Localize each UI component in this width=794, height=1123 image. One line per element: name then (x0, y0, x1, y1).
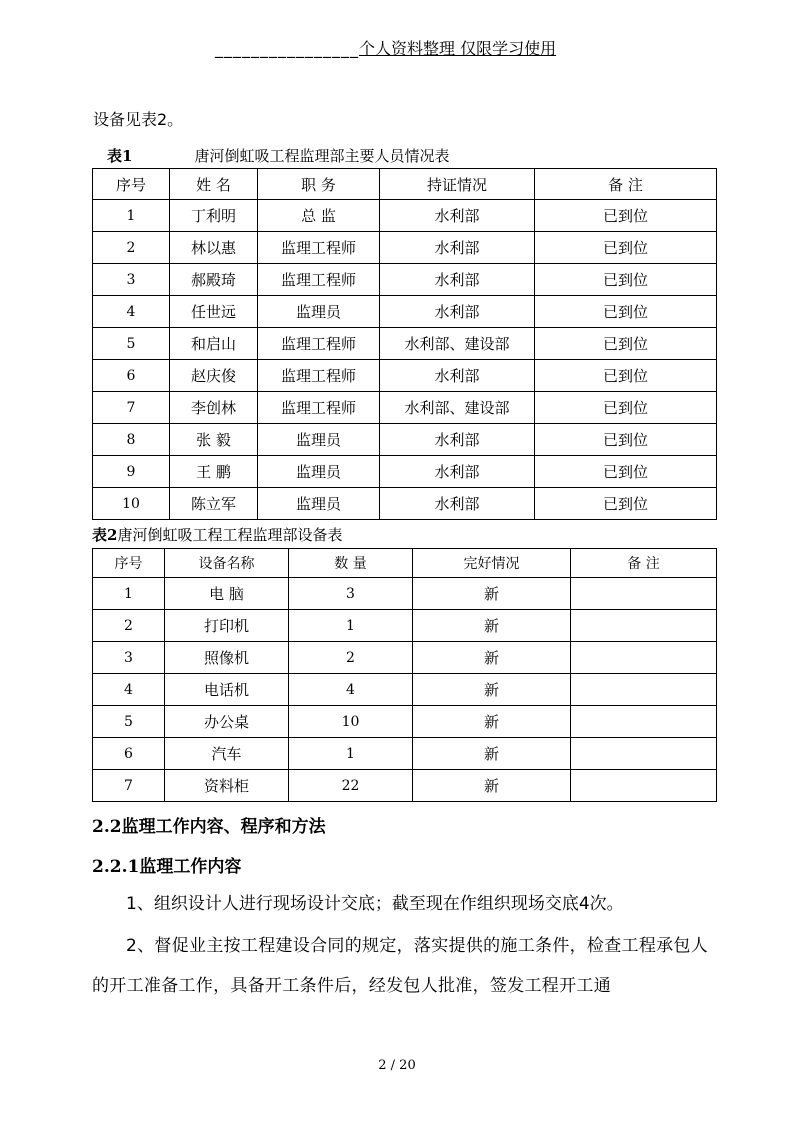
table-cell: 和启山 (170, 328, 258, 360)
table-cell: 新 (413, 674, 571, 706)
table-cell: 电话机 (165, 674, 289, 706)
table-cell: 新 (413, 738, 571, 770)
table-cell (571, 578, 717, 610)
table-cell: 新 (413, 706, 571, 738)
col-header-remarks: 备 注 (571, 549, 717, 578)
table-cell: 4 (93, 674, 165, 706)
table-cell: 新 (413, 610, 571, 642)
table-cell (571, 610, 717, 642)
table-cell: 水利部 (380, 488, 535, 520)
table-cell: 1 (289, 738, 413, 770)
table-cell: 监理工程师 (258, 360, 380, 392)
table-cell: 7 (93, 770, 165, 802)
table-row (93, 706, 717, 738)
table-row (93, 264, 717, 296)
table-cell: 监理工程师 (258, 264, 380, 296)
table-cell: 监理员 (258, 296, 380, 328)
table-cell: 3 (289, 578, 413, 610)
table-cell: 2 (93, 232, 170, 264)
table-cell: 丁利明 (170, 200, 258, 232)
table-cell: 监理员 (258, 488, 380, 520)
table-cell: 陈立军 (170, 488, 258, 520)
table-row (93, 360, 717, 392)
table1-label: 表1 (107, 147, 133, 165)
table2-label: 表2 (92, 526, 118, 544)
table-cell: 办公桌 (165, 706, 289, 738)
table-row (93, 296, 717, 328)
table-cell: 9 (93, 456, 170, 488)
table-row (93, 200, 717, 232)
table-cell: 2 (289, 642, 413, 674)
table-row (93, 610, 717, 642)
table-cell: 4 (93, 296, 170, 328)
col-header-index: 序号 (93, 169, 170, 200)
table-cell: 郝殿琦 (170, 264, 258, 296)
table-row (93, 770, 717, 802)
table-cell: 水利部 (380, 200, 535, 232)
table-cell: 电 脑 (165, 578, 289, 610)
table-cell: 监理工程师 (258, 328, 380, 360)
table-cell: 已到位 (535, 328, 717, 360)
table-header-row (93, 549, 717, 578)
table-row (93, 232, 717, 264)
table-cell: 已到位 (535, 200, 717, 232)
intro-text: 设备见表2。 (93, 110, 184, 129)
page-number: 2 / 20 (378, 1058, 416, 1073)
table-cell: 照像机 (165, 642, 289, 674)
table-cell: 任世远 (170, 296, 258, 328)
paragraph-2: 2、督促业主按工程建设合同的规定，落实提供的施工条件，检查工程承包人的开工准备工作，具备开工条件后，经发包人批准，签发工程开工通 (92, 936, 709, 996)
table-cell: 1 (289, 610, 413, 642)
table-cell: 水利部 (380, 360, 535, 392)
table-cell: 监理工程师 (258, 232, 380, 264)
table-cell: 水利部、建设部 (380, 392, 535, 424)
table-cell: 10 (289, 706, 413, 738)
table-cell: 已到位 (535, 424, 717, 456)
table-cell: 张 毅 (170, 424, 258, 456)
table-cell: 已到位 (535, 232, 717, 264)
col-header-equipment: 设备名称 (165, 549, 289, 578)
header-text: 个人资料整理 仅限学习使用 (359, 39, 557, 58)
table1-caption (107, 145, 449, 166)
table-header-row (93, 169, 717, 200)
table-row (93, 424, 717, 456)
table-cell: 4 (289, 674, 413, 706)
col-header-position: 职 务 (258, 169, 380, 200)
table-cell (571, 642, 717, 674)
table-cell: 水利部、建设部 (380, 328, 535, 360)
table-cell (571, 770, 717, 802)
table-row (93, 674, 717, 706)
table-cell (571, 738, 717, 770)
col-header-quantity: 数 量 (289, 549, 413, 578)
table-cell: 3 (93, 642, 165, 674)
table1-title: 唐河倒虹吸工程监理部主要人员情况表 (194, 147, 450, 165)
table-cell: 已到位 (535, 296, 717, 328)
table-cell: 水利部 (380, 296, 535, 328)
col-header-name: 姓 名 (170, 169, 258, 200)
section-heading-2-2-1: 2.2.1监理工作内容 (92, 857, 242, 877)
table-cell (571, 674, 717, 706)
personnel-table (92, 168, 717, 520)
table-cell: 新 (413, 770, 571, 802)
table-row (93, 488, 717, 520)
table-row (93, 642, 717, 674)
table-row (93, 456, 717, 488)
col-header-index: 序号 (93, 549, 165, 578)
table2-caption (92, 524, 342, 545)
table-cell: 总 监 (258, 200, 380, 232)
table-row (93, 328, 717, 360)
table-cell: 监理员 (258, 456, 380, 488)
table-cell: 3 (93, 264, 170, 296)
table-cell: 22 (289, 770, 413, 802)
table-cell: 王 鹏 (170, 456, 258, 488)
table-cell: 1 (93, 578, 165, 610)
table2-title: 唐河倒虹吸工程工程监理部设备表 (117, 526, 343, 544)
table-cell: 水利部 (380, 456, 535, 488)
table-cell: 赵庆俊 (170, 360, 258, 392)
equipment-table (92, 548, 717, 802)
table-cell: 8 (93, 424, 170, 456)
table-cell: 2 (93, 610, 165, 642)
table-cell: 1 (93, 200, 170, 232)
paragraph-1: 1、组织设计人进行现场设计交底；截至现在作组织现场交底4次。 (126, 894, 624, 914)
table-row (93, 392, 717, 424)
table-cell: 已到位 (535, 456, 717, 488)
table-cell: 水利部 (380, 264, 535, 296)
table-cell: 已到位 (535, 360, 717, 392)
table-cell: 水利部 (380, 424, 535, 456)
table-cell: 6 (93, 738, 165, 770)
table-cell: 7 (93, 392, 170, 424)
table-cell: 打印机 (165, 610, 289, 642)
table-cell: 6 (93, 360, 170, 392)
table-cell: 林以惠 (170, 232, 258, 264)
table-cell: 新 (413, 578, 571, 610)
table-row (93, 738, 717, 770)
table-cell: 资料柜 (165, 770, 289, 802)
table-cell: 已到位 (535, 264, 717, 296)
page-header (215, 36, 587, 59)
table-cell (571, 706, 717, 738)
table-cell: 新 (413, 642, 571, 674)
table-cell: 已到位 (535, 392, 717, 424)
table-cell: 已到位 (535, 488, 717, 520)
table-cell: 10 (93, 488, 170, 520)
section-heading-2-2: 2.2监理工作内容、程序和方法 (92, 817, 326, 837)
table-row (93, 578, 717, 610)
col-header-condition: 完好情况 (413, 549, 571, 578)
table-cell: 监理工程师 (258, 392, 380, 424)
table-cell: 水利部 (380, 232, 535, 264)
table-cell: 5 (93, 328, 170, 360)
table-cell: 汽车 (165, 738, 289, 770)
table-cell: 监理员 (258, 424, 380, 456)
col-header-certificate: 持证情况 (380, 169, 535, 200)
header-dashes: ________________ (215, 39, 359, 58)
col-header-remarks: 备 注 (535, 169, 717, 200)
table-cell: 李创林 (170, 392, 258, 424)
table-cell: 5 (93, 706, 165, 738)
